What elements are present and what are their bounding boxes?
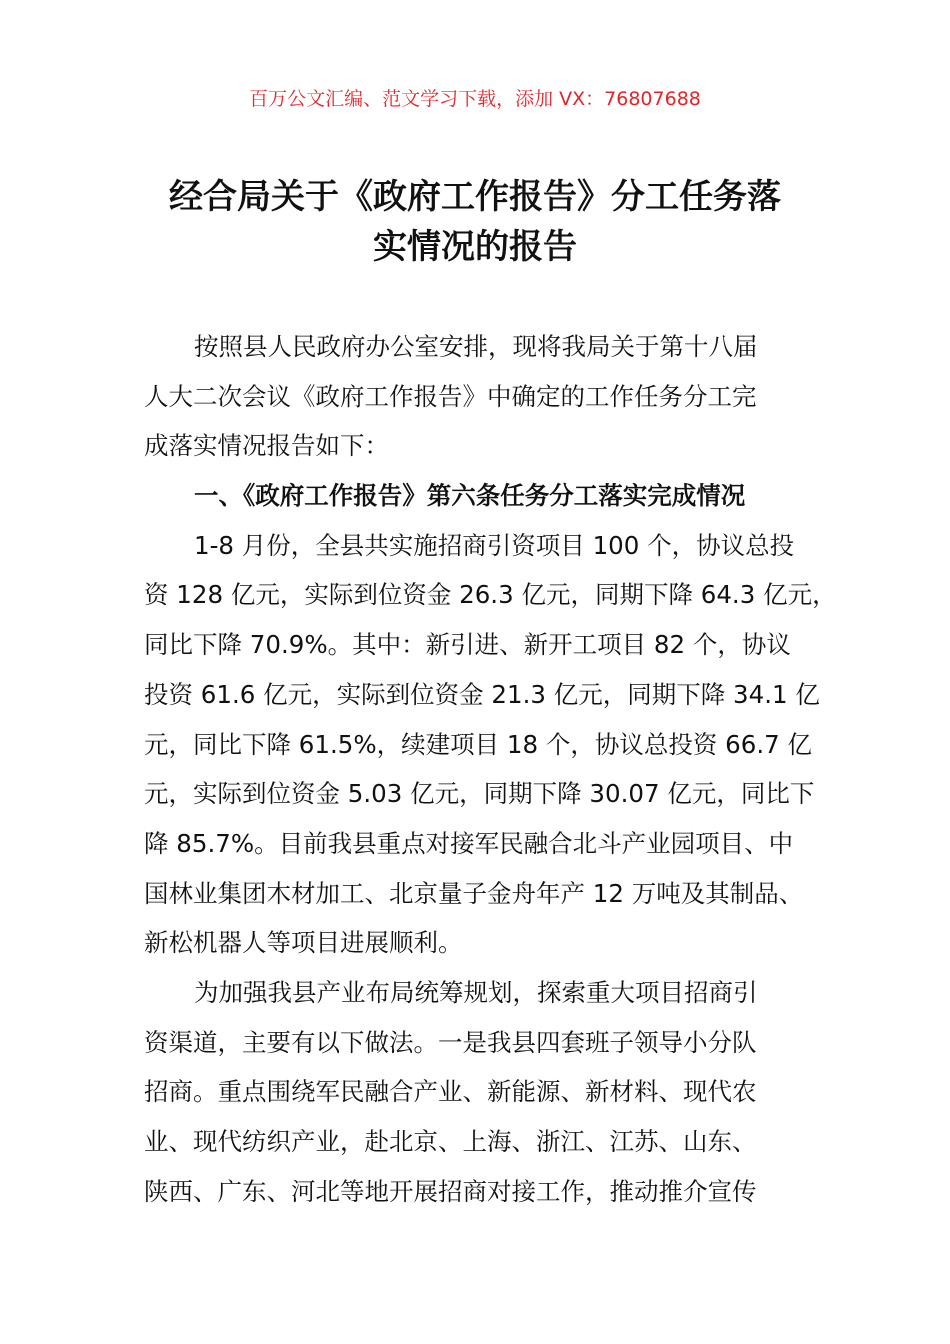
section-heading	[144, 471, 844, 521]
text-line: 国林业集团木材加工、北京量子金舟年产 12 万吨及其制品、	[144, 878, 804, 908]
text-line: 陕西、广东、河北等地开展招商对接工作，推动推介宣传	[144, 1176, 757, 1206]
text-line: 业、现代纺织产业，赴北京、上海、浙江、江苏、山东、	[144, 1127, 757, 1156]
text-line: 招商。重点围绕军民融合产业、新能源、新材料、现代农	[144, 1077, 757, 1107]
text-line: 元，实际到位资金 5.03 亿元，同期下降 30.07 亿元，同比下	[144, 779, 815, 809]
text-line: 新松机器人等项目进展顺利。	[144, 928, 463, 958]
document-body	[144, 322, 844, 1216]
text-line: 为加强我县产业布局统筹规划，探索重大项目招商引	[194, 977, 758, 1007]
title-line: 经合局关于《政府工作报告》分工任务落	[169, 177, 781, 217]
text-line: 成落实情况报告如下：	[144, 431, 389, 461]
text-line: 人大二次会议《政府工作报告》中确定的工作任务分工完	[144, 381, 757, 411]
title-line: 实情况的报告	[373, 227, 577, 267]
text-line: 同比下降 70.9%。其中：新引进、新开工项目 82 个，协议	[144, 630, 791, 660]
text-line: 1-8 月份，全县共实施招商引资项目 100 个，协议总投	[194, 530, 795, 560]
watermark-header: 百万公文汇编、范文学习下载，添加 VX：76807688	[249, 88, 701, 110]
text-line: 降 85.7%。目前我县重点对接军民融合北斗产业园项目、中	[144, 828, 794, 858]
text-line: 按照县人民政府办公室安排，现将我局关于第十八届	[194, 332, 758, 361]
text-line: 资 128 亿元，实际到位资金 26.3 亿元，同期下降 64.3 亿元，	[144, 580, 837, 610]
paragraph	[144, 968, 844, 1216]
paragraph	[144, 521, 844, 968]
document-title	[0, 172, 950, 272]
text-line: 元，同比下降 61.5%，续建项目 18 个，协议总投资 66.7 亿	[144, 729, 812, 759]
text-line: 投资 61.6 亿元，实际到位资金 21.3 亿元，同期下降 34.1 亿	[144, 679, 820, 709]
paragraph	[144, 322, 844, 471]
text-line: 资渠道，主要有以下做法。一是我县四套班子领导小分队	[144, 1027, 757, 1057]
text-line: 一、《政府工作报告》第六条任务分工落实完成情况	[194, 481, 746, 511]
